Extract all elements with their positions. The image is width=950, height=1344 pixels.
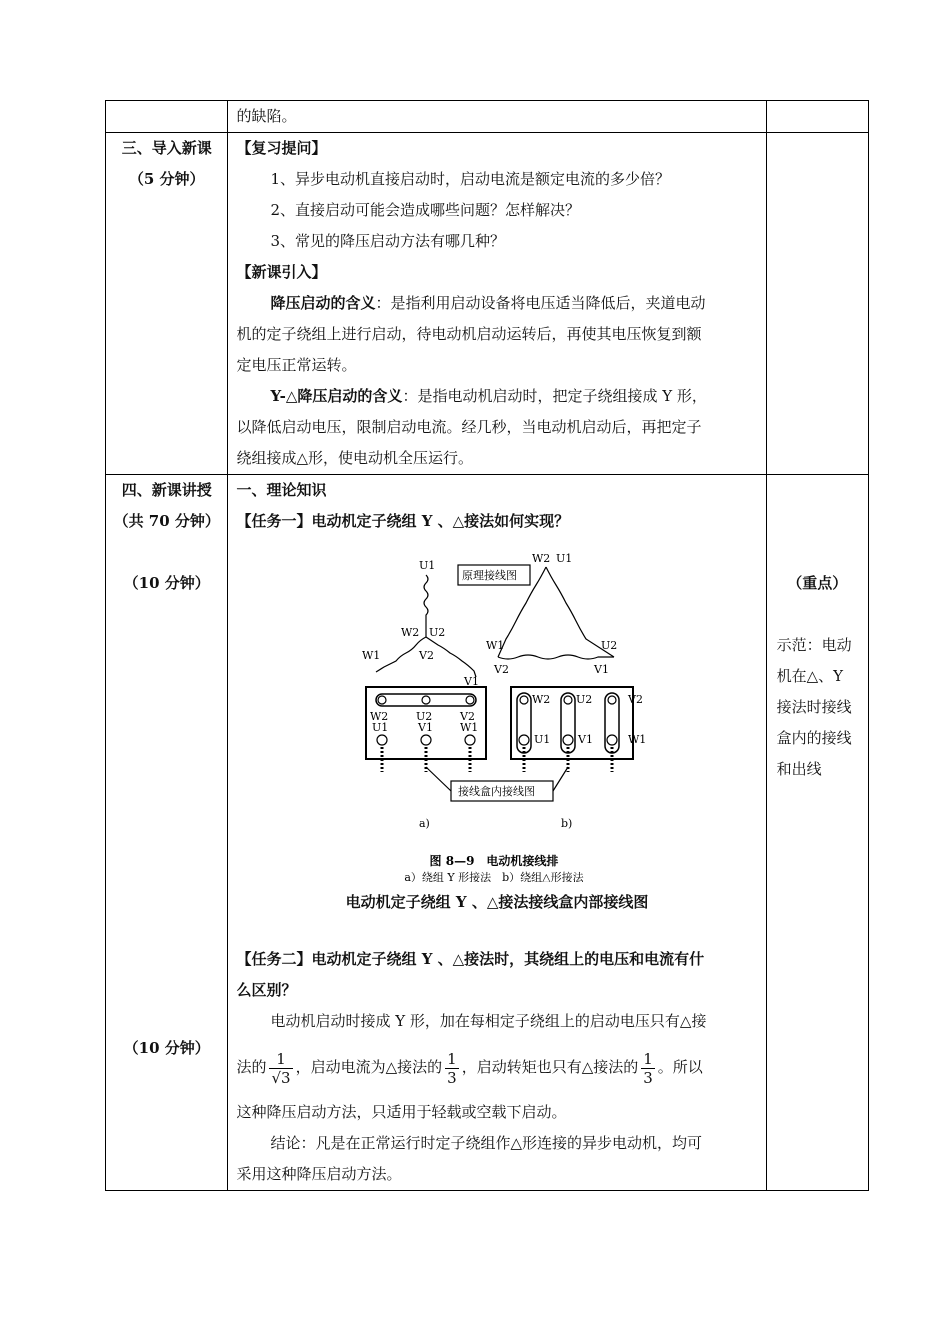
label-w2-box: W2 xyxy=(370,710,389,723)
review-question-2: 2、直接启动可能会造成哪些问题？怎样解决？ xyxy=(270,201,581,219)
definition-2-term: Y-△降压启动的含义 xyxy=(270,387,403,405)
label-v2-boxb: V2 xyxy=(628,693,644,706)
label-w1-box: W1 xyxy=(460,721,479,734)
section-time: （5 分钟） xyxy=(128,170,205,188)
lesson-plan-table xyxy=(105,100,869,1191)
paragraph-1-part-a: 法的 xyxy=(236,1058,267,1076)
review-question-3: 3、常见的降压启动方法有哪几种？ xyxy=(270,232,506,250)
paragraph-1-part-b: ，启动电流为△接法的 xyxy=(295,1058,443,1076)
paragraph-1-line-2 xyxy=(236,1037,757,1097)
row2-label-cell xyxy=(106,475,228,1191)
table-row xyxy=(106,101,869,133)
row0-note-cell xyxy=(766,101,868,133)
definition-1-line-3: 定电压正常运转。 xyxy=(236,356,357,374)
label-v1-box: V1 xyxy=(418,721,434,734)
definition-2-line-2: 以降低启动电压，限制启动电流。经几秒，当电动机启动后，再把定子 xyxy=(236,418,702,436)
definition-2 xyxy=(236,381,757,412)
task1-time: （10 分钟） xyxy=(123,574,210,592)
label-u2-box: U2 xyxy=(416,710,433,723)
fraction-2-denominator: 3 xyxy=(447,1068,457,1087)
paragraph-1-line-3: 这种降压启动方法，只适用于轻载或空载下启动。 xyxy=(236,1103,567,1121)
label-v1-boxb: V1 xyxy=(578,733,594,746)
wiring-figure xyxy=(236,537,757,882)
label-w2-tri: W2 xyxy=(532,552,551,565)
label-u1-boxb: U1 xyxy=(534,733,551,746)
task2-title: 【任务二】电动机定子绕组 Y 、△接法时，其绕组上的电压和电流有什 xyxy=(236,950,705,968)
paragraph-1-line-1: 电动机启动时接成 Y 形，加在每相定子绕组上的启动电压只有△接 xyxy=(270,1012,707,1030)
fraction-3-denominator: 3 xyxy=(643,1068,653,1087)
definition-1-line-2: 机的定子绕组上进行启动，待电动机启动运转后，再使其电压恢复到额 xyxy=(236,325,702,343)
table-row xyxy=(106,133,869,475)
key-point-label: （重点） xyxy=(787,574,848,592)
table-row xyxy=(106,475,869,1191)
definition-2-text: ：是指电动机启动时，把定子绕组接成 Y 形， xyxy=(402,387,707,405)
label-v2-tri: V2 xyxy=(494,663,510,676)
row1-content-cell xyxy=(228,133,766,475)
label-w1-tri: W1 xyxy=(486,639,505,652)
fraction-3-numerator: 1 xyxy=(643,1049,653,1068)
sub-label-a: a) xyxy=(419,817,431,830)
box-label: 接线盒内接线图 xyxy=(458,785,536,798)
label-w2-star: W2 xyxy=(401,626,420,639)
label-u2-boxb: U2 xyxy=(576,693,593,706)
label-v2-box: V2 xyxy=(460,710,476,723)
label-w2-boxb: W2 xyxy=(532,693,551,706)
sub-label-b: b) xyxy=(561,817,573,830)
principle-label: 原理接线图 xyxy=(462,569,518,582)
label-u2-star: U2 xyxy=(429,626,446,639)
label-u1-star: U1 xyxy=(419,559,436,572)
figure-subcaption: a）绕组 Y 形接法 b）绕组△形接法 xyxy=(404,871,585,882)
row2-note-cell xyxy=(766,475,868,1191)
definition-1-text: ：是指利用启动设备将电压适当降低后，夹道电动 xyxy=(375,294,706,312)
fraction-2-numerator: 1 xyxy=(447,1049,457,1068)
row2-content-cell xyxy=(228,475,766,1191)
conclusion-line-1: 结论：凡是在正常运行时定子绕组作△形连接的异步电动机，均可 xyxy=(270,1134,703,1152)
task2-time: （10 分钟） xyxy=(123,1039,210,1057)
definition-2-line-3: 绕组接成△形，使电动机全压运行。 xyxy=(236,449,474,467)
label-w1-star: W1 xyxy=(362,649,381,662)
label-u1-box: U1 xyxy=(372,721,389,734)
definition-1-term: 降压启动的含义 xyxy=(270,294,376,312)
figure-title: 电动机定子绕组 Y 、△接法接线盒内部接线图 xyxy=(345,893,649,911)
conclusion-line-2: 采用这种降压启动方法。 xyxy=(236,1165,402,1183)
wiring-diagram xyxy=(236,537,756,882)
label-v1-star: V1 xyxy=(464,675,480,688)
row0-label-cell xyxy=(106,101,228,133)
label-v2-star: V2 xyxy=(419,649,435,662)
note-line-1: 示范：电动 xyxy=(776,636,852,654)
intro-title: 【新课引入】 xyxy=(236,263,327,281)
label-v1-tri: V1 xyxy=(594,663,610,676)
review-question-1: 1、异步电动机直接启动时，启动电流是额定电流的多少倍？ xyxy=(270,170,671,188)
note-line-5: 和出线 xyxy=(776,760,822,778)
row0-text: 的缺陷。 xyxy=(236,107,297,125)
label-w1-boxb: W1 xyxy=(628,733,647,746)
row1-note-cell xyxy=(766,133,868,475)
theory-section-title: 一、理论知识 xyxy=(236,481,327,499)
fraction-1-radicand: 3 xyxy=(281,1068,291,1087)
paragraph-1-part-d: 。所以 xyxy=(657,1058,703,1076)
fraction-1 xyxy=(269,1050,292,1087)
definition-1 xyxy=(236,288,757,319)
fraction-1-numerator: 1 xyxy=(269,1050,292,1069)
paragraph-1-part-c: ，启动转矩也只有△接法的 xyxy=(461,1058,639,1076)
note-line-4: 盒内的接线 xyxy=(776,729,852,747)
fraction-2 xyxy=(445,1050,459,1087)
note-line-3: 接法时接线 xyxy=(776,698,852,716)
note-line-2: 机在△、Y xyxy=(776,667,844,685)
fraction-1-denominator: √3 xyxy=(271,1068,291,1087)
section-label: 四、新课讲授 xyxy=(121,481,212,499)
figure-caption: 图 8—9 电动机接线排 xyxy=(430,854,559,868)
section-total-time: （共 70 分钟） xyxy=(113,512,220,530)
row0-content-cell xyxy=(228,101,766,133)
fraction-3 xyxy=(641,1050,655,1087)
section-label: 三、导入新课 xyxy=(121,139,212,157)
review-title: 【复习提问】 xyxy=(236,139,327,157)
row1-label-cell xyxy=(106,133,228,475)
task2-title-line-2: 么区别？ xyxy=(236,981,297,999)
label-u1-tri: U1 xyxy=(556,552,573,565)
task1-title: 【任务一】电动机定子绕组 Y 、△接法如何实现？ xyxy=(236,512,570,530)
label-u2-tri: U2 xyxy=(601,639,618,652)
